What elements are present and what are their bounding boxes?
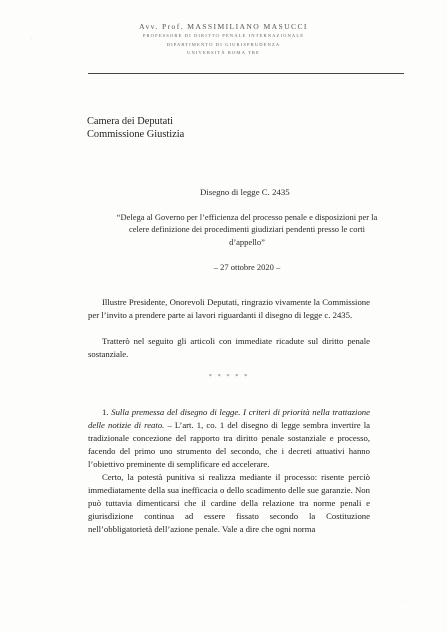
letterhead-department: DIPARTIMENTO DI GIURISPRUDENZA xyxy=(166,41,281,47)
letterhead-position: PROFESSORE DI DIRITTO PENALE INTERNAZIONALE xyxy=(142,33,305,38)
letterhead xyxy=(0,22,447,58)
scan-speck: · xyxy=(30,36,32,42)
section-1-heading: Sulla premessa del disegno di legge. I criteri di priorità nella trattazione delle notizie di reato. xyxy=(88,407,371,430)
addressee-line-2: Commissione Giustizia xyxy=(87,129,185,140)
letterhead-divider xyxy=(88,73,404,74)
paragraph-scope-text: Tratterò nel seguito gli articoli con immediate ricadute sul diritto penale sostanziale. xyxy=(88,336,370,359)
paragraph-scope xyxy=(88,335,370,361)
document-date: – 27 ottobre 2020 – xyxy=(213,262,281,272)
section-1-paragraph-2: Certo, la potestà punitiva si realizza mediante il processo: risente perciò immediatamente della sua inefficacia o dello scadimento delle sue garanzie. Non può tuttavia dimenticarsi che il cardine della relazione tra norme penali e giurisdizione continua ad essere fissato secondo la Costituzione nell’obbligatorietà dell’azione penale. Vale a dire che ogni norma xyxy=(88,472,370,534)
letterhead-university: UNIVERSITÀ ROMA TRE xyxy=(187,50,260,56)
letterhead-name: Avv. Prof. MASSIMILIANO MASUCCI xyxy=(139,22,308,31)
section-1-text: – L’art. 1, co. 1 del disegno di legge sembra invertire la tradizionale concezione del rapporto tra diritto penale sostanziale e processo, facendo del primo uno strumento del secondo, che i decreti attuativi hanno l’obiettivo preminente di semplificare ed accelerare. xyxy=(88,420,370,469)
addressee xyxy=(87,115,184,141)
scan-speck: · xyxy=(402,598,404,604)
section-1-number: 1. xyxy=(102,407,109,417)
paragraph-greeting-text: Illustre Presidente, Onorevoli Deputati, ringrazio vivamente la Commissione per l’invito a prendere parte ai lavori riguardanti il disegno di legge c. 2435. xyxy=(88,297,370,320)
paragraph-greeting xyxy=(88,296,370,322)
bill-number: Disegno di legge C. 2435 xyxy=(200,187,290,197)
section-1-paragraph xyxy=(88,406,370,471)
section-separator: * * * * * xyxy=(208,373,250,380)
addressee-line-1: Camera dei Deputati xyxy=(87,116,173,127)
bill-title: “Delega al Governo per l’efficienza del processo penale e disposizioni per la celere definizione dei procedimenti giudiziari pendenti presso le corti d’appello” xyxy=(116,212,378,247)
